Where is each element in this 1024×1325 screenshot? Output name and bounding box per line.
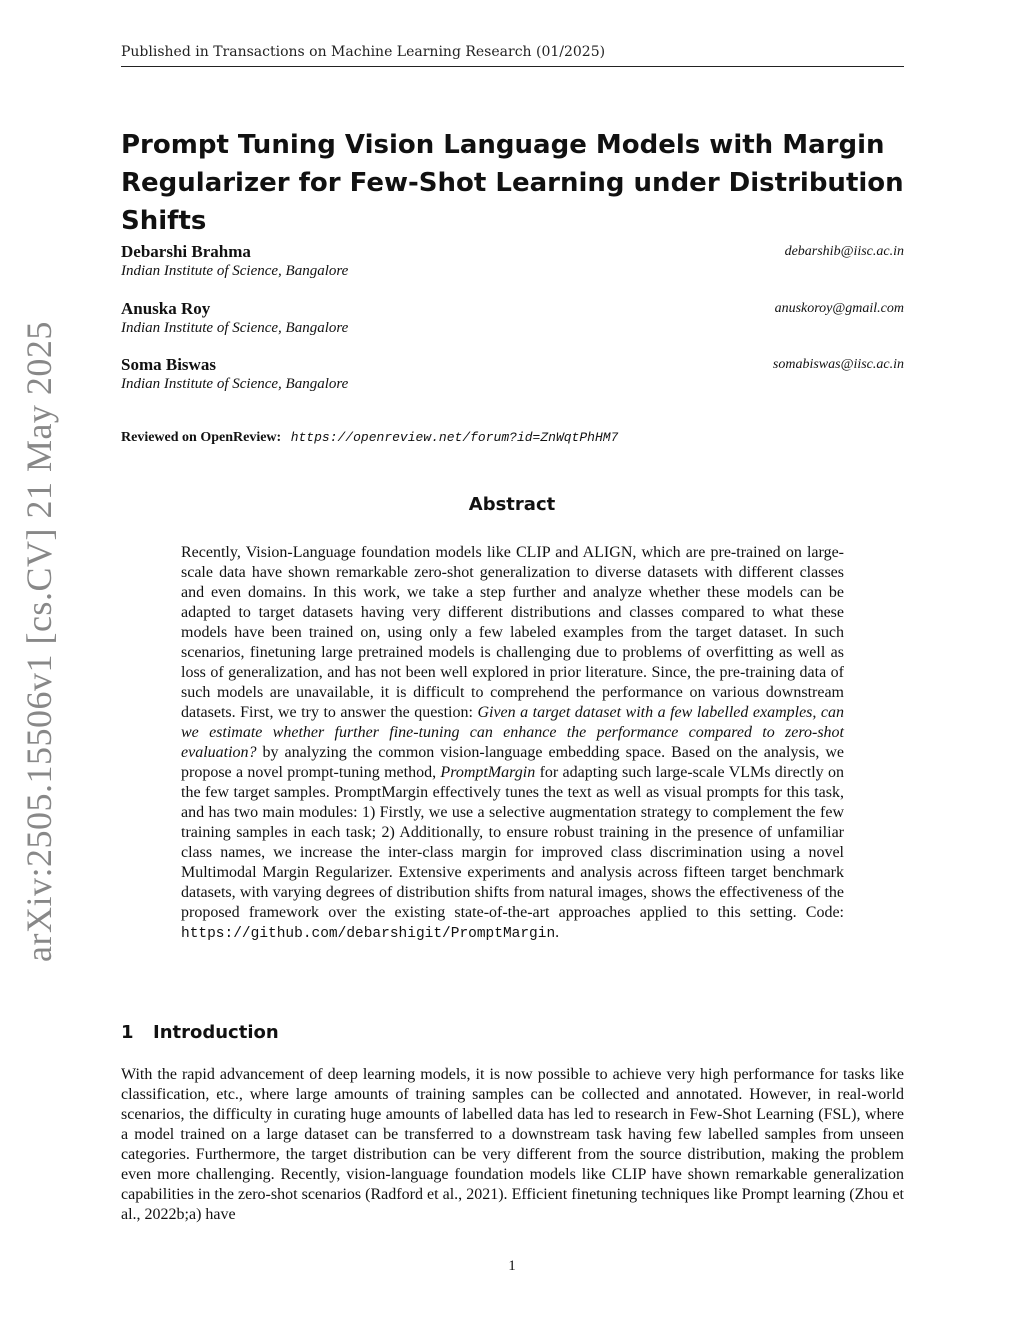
arxiv-stamp: arXiv:2505.15506v1 [cs.CV] 21 May 2025 <box>19 321 59 962</box>
author-block <box>121 242 904 280</box>
author-affiliation: Indian Institute of Science, Bangalore <box>121 320 349 336</box>
introduction-text: With the rapid advancement of deep learning models, it is now possible to achieve very high performance for tasks like classification, etc., where large amounts of training samples can be collected and annotated. However, in real-world scenarios, the difficulty in curating huge amounts of labelled data has led to research in Few-Shot Learning (FSL), where a model trained on a large dataset can be transferred to a downstream task having few labelled samples from unseen categories. Furthermore, the target distribution can be very different from the source distribution, making the problem even more challenging. Recently, vision-language foundation models like CLIP have shown remarkable generalization capabilities in the zero-shot scenarios (Radford et al., 2021). Efficient finetuning techniques like Prompt learning (Zhou et al., 2022b;a) have <box>121 1066 904 1223</box>
abstract-part-1: Recently, Vision-Language foundation models like CLIP and ALIGN, which are pre-trained on large-scale data have shown remarkable zero-shot generalization to diverse datasets with different classes and even domains. In this work, we take a step further and analyze whether these models can be adapted to target datasets having very different distributions and classes compared to what these models have been trained on, using only a few labeled examples from the target dataset. In such scenarios, finetuning large pretrained models is challenging due to problems of overfitting as well as loss of generalization, and has not been well explored in prior literature. Since, the pre-training data of such models are unavailable, it is difficult to comprehend the performance on various downstream datasets. First, we try to answer the question: <box>181 544 844 721</box>
journal-header: Published in Transactions on Machine Learning Research (01/2025) <box>121 44 904 67</box>
author-name: Anuska Roy <box>121 299 211 318</box>
code-link[interactable]: https://github.com/debarshigit/PromptMargin <box>181 926 556 942</box>
review-line <box>121 430 618 446</box>
method-name: PromptMargin <box>440 764 536 781</box>
author-email[interactable]: debarshib@iisc.ac.in <box>784 244 904 259</box>
review-label: Reviewed on OpenReview: <box>121 430 282 445</box>
author-block <box>121 299 904 337</box>
abstract-part-3: for adapting such large-scale VLMs directly on the few target samples. PromptMargin effectively tunes the text as well as visual prompts for this task, and has two main modules: 1) Firstly, we use a selective augmentation strategy to complement the few training samples in each task; 2) Additionally, to ensure robust training in the presence of unfamiliar class names, we increase the inter-class margin for improved class discrimination using a novel Multimodal Margin Regularizer. Extensive experiments and analysis across fifteen target benchmark datasets, with varying degrees of distribution shifts from natural images, shows the effectiveness of the proposed framework over the existing state-of-the-art approaches applied to this setting. Code: <box>181 764 845 921</box>
section-heading <box>121 1022 279 1043</box>
section-title: Introduction <box>153 1022 279 1043</box>
abstract-text <box>181 543 844 944</box>
section-number: 1 <box>121 1022 134 1043</box>
author-email[interactable]: anuskoroy@gmail.com <box>774 301 904 316</box>
abstract-heading: Abstract <box>468 494 556 515</box>
author-name: Debarshi Brahma <box>121 242 251 261</box>
paper-title: Prompt Tuning Vision Language Models with Margin Regularizer for Few-Shot Learning under Distribution Shifts <box>121 130 904 236</box>
page-number: 1 <box>508 1258 516 1274</box>
author-name: Soma Biswas <box>121 355 216 374</box>
author-affiliation: Indian Institute of Science, Bangalore <box>121 376 349 392</box>
openreview-link[interactable]: https://openreview.net/forum?id=ZnWqtPhHM7 <box>290 430 619 445</box>
abstract-question: Given a target dataset with a few labelled examples, can we estimate whether further fine-tuning can enhance the performance compared to zero-shot evaluation? <box>181 704 845 761</box>
author-block <box>121 355 904 393</box>
author-email[interactable]: somabiswas@iisc.ac.in <box>772 357 904 372</box>
author-affiliation: Indian Institute of Science, Bangalore <box>121 263 349 279</box>
abstract-end: . <box>555 924 560 941</box>
abstract-part-2: by analyzing the common vision-language embedding space. Based on the analysis, we propose a novel prompt-tuning method, <box>181 744 844 781</box>
